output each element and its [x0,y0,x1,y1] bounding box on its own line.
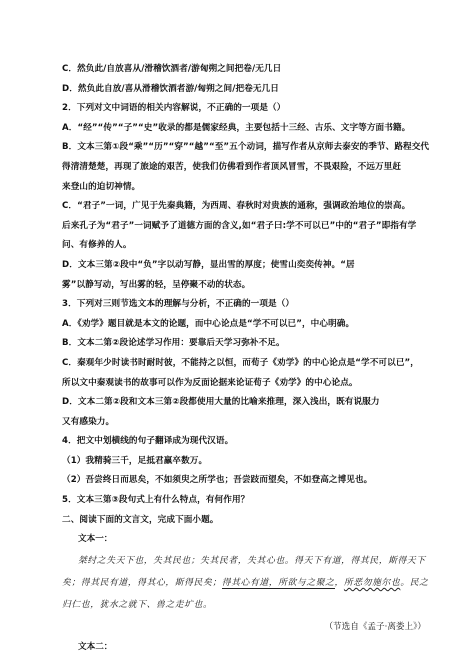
q3-option-a: A．《劝学》题目就是本文的论题，而中心论点是“学不可以已”，中心明确。 [62,318,355,329]
q4-item-2: （2）吾尝终日而思矣，不如须臾之所学也；吾尝跂而望矣，不如登高之博见也。 [62,475,373,486]
underlined-phrase-2: 所恶勿施尔也 [343,577,401,588]
q4-item-1: （1）我精骑三千，足抵君羸卒数万。 [62,455,208,466]
q2-option-a: A．“经”“传”“子”“史”收录的都是儒家经典，主要包括十三经、古乐、文字等方面书籍。 [62,122,411,133]
q2-option-c-2: 后来孔子为“君子”一词赋予了道德方面的含义,如“君子曰:学不可以已”中的“君子”即指有学 [62,220,417,231]
q3-option-d-2: 又有感染力。 [62,416,115,427]
q2-option-d-1: D．文本三第②段中“负”字以动写静，显出雪的厚度；使雪山奕奕传神。“居 [62,259,355,270]
text1-comma: ， [334,577,344,588]
underlined-phrase-1: 得其心有道，所欲与之聚之 [221,577,335,588]
text1-line-1: 桀纣之失天下也，失其民也；失其民者，失其心也。得天下有道，得其民，斯得天下 [78,555,426,566]
text1-line-2-start: 矣；得其民有道，得其心，斯得民矣； [62,577,222,588]
q3-option-c-2: 所以文中秦观读书的故事可以作为反面论据来论证荀子《劝学》的中心论点。 [62,377,358,388]
question-2: 2．下列对文中词语的相关内容解说，不正确的一项是（） [62,103,286,114]
text1-source: （节选自《孟子·离娄上》） [324,621,426,632]
q2-option-b-2: 得清清楚楚，再现了旅途的艰苦，使我们仿佛看到作者顶风冒雪，不畏艰险，不远万里赶 [62,161,402,172]
text1-line-3: 归仁也，犹水之就下、兽之走圹也。 [62,599,213,610]
text1-line-2-end: 。民之 [400,577,429,588]
question-4: 4．把文中划横线的句子翻译成为现代汉语。 [62,436,234,447]
text1-header: 文本一： [78,534,113,545]
q2-option-d-2: 雾”以静写动，写出雾的轻，呈停聚不动的状态。 [62,279,251,290]
question-5: 5．文本三第③段句式上有什么特点，有何作用？ [62,495,250,506]
q3-option-b: B．文本二第②段论述学习作用：要靠后天学习弥补不足。 [62,338,285,349]
q2-option-c-3: 问、有修养的人。 [62,240,132,251]
q2-option-c-1: C．“君子”一词，广见于先秦典籍，为西周、春秋时对贵族的通称，强调政治地位的崇高。 [62,201,411,212]
text2-header: 文本二： [78,641,113,652]
q3-option-d-1: D．文本二第②段和文本三第②段都使用大量的比喻来推理，深入浅出，既有说服力 [62,397,380,408]
text1-line-2 [62,572,436,594]
question-3: 3．下列对三则节选文本的理解与分析，不正确的一项是（） [62,299,295,310]
option-d-line: D．然负此自放/喜从滑稽饮酒者游/匈朔之间/把卷无几日 [62,83,279,94]
q2-option-b-3: 来登山的迫切神情。 [62,181,141,192]
q3-option-c-1: C．秦观年少时读书时耐时彼，不能持之以恒，而荀子《劝学》的中心论点是“学不可以已”， [62,357,419,368]
q2-option-b-1: B．文本三第①段“乘”“历”“穿”“越”“至”五个动词，描写作者从京师去泰安的季节、路程交代 [62,142,430,153]
section-2-heading: 二、阅读下面的文言文，完成下面小题。 [62,514,219,525]
option-c-line: C．然负此/自放喜从/滑稽饮酒者/游匈朔之间把卷/无几日 [62,64,282,74]
